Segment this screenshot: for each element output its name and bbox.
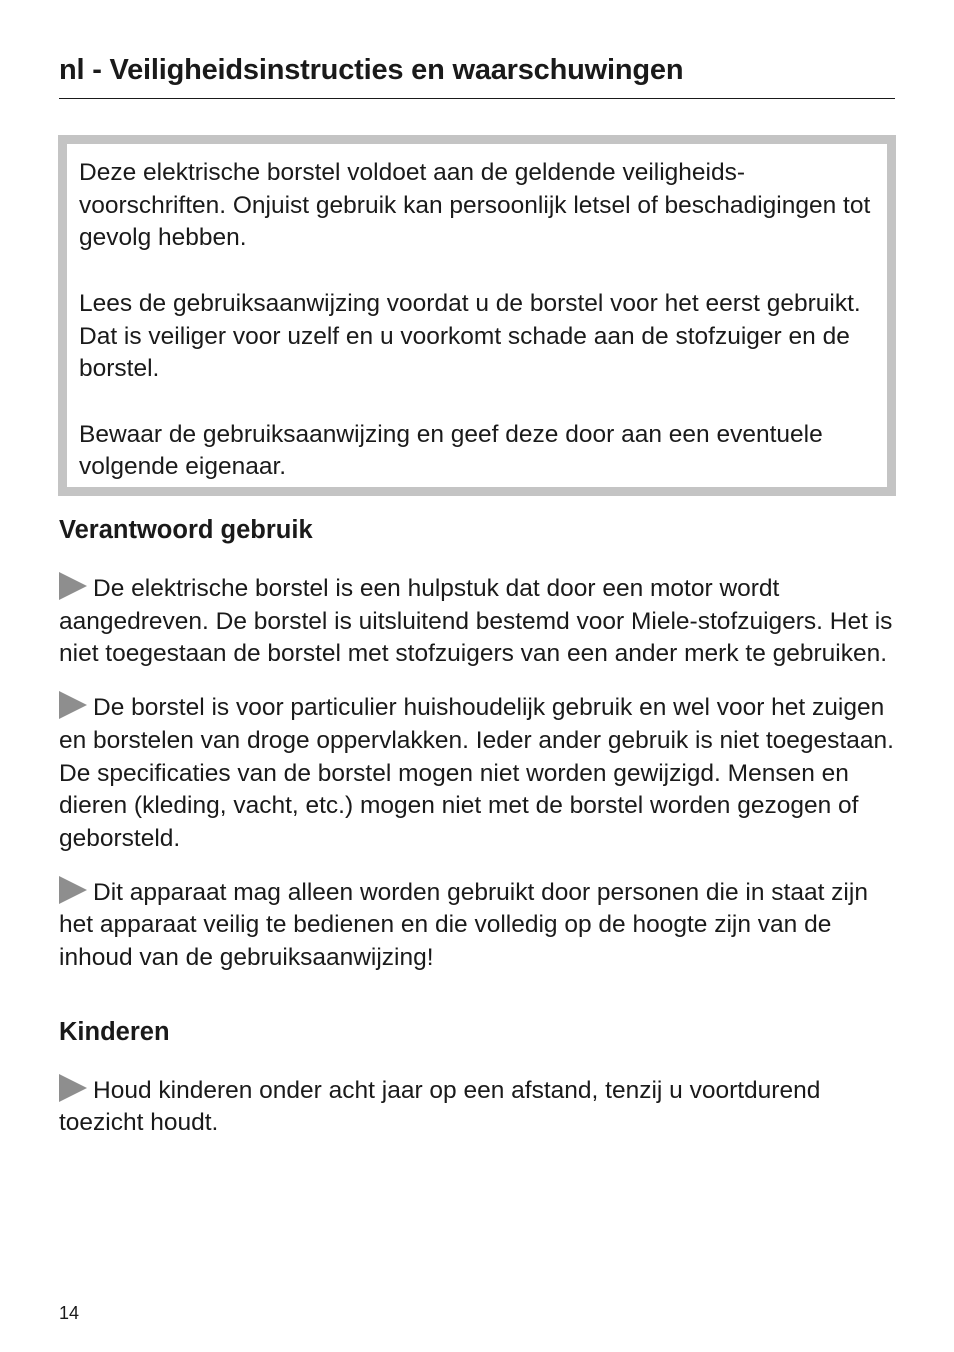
page-number: 14 xyxy=(59,1303,80,1323)
notice-paragraph: Deze elektrische borstel voldoet aan de geldende veiligheidsvoorschriften. Onjuist gebruik kan persoonlijk letsel of beschadigingen tot gevolg hebben. xyxy=(79,159,871,252)
notice-paragraph: Lees de gebruiksaanwijzing voordat u de borstel voor het eerst gebruikt. Dat is veiliger voor uzelf en u voorkomt schade aan de stofzuiger en de borstel. xyxy=(79,289,861,383)
bullet-arrow-icon xyxy=(59,876,87,904)
safety-notice-box xyxy=(58,135,896,496)
page-header xyxy=(59,52,895,99)
section-heading-kinderen: Kinderen xyxy=(59,1017,170,1046)
bullet-text: Houd kinderen onder acht jaar op een afstand, tenzij u voortdurend toezicht houdt. xyxy=(59,1076,821,1137)
bullet-arrow-icon xyxy=(59,691,87,719)
section-heading-verantwoord-gebruik: Verantwoord gebruik xyxy=(59,516,313,544)
page-title: nl - Veiligheidsinstructies en waarschuwingen xyxy=(59,54,684,86)
bullet-item xyxy=(59,1074,899,1140)
bullet-text: De borstel is voor particulier huishoudelijk gebruik en wel voor het zuigen en borstelen van droge oppervlakken. Ieder ander gebruik is niet toegestaan. xyxy=(59,694,894,754)
bullet-item xyxy=(59,876,899,975)
bullet-arrow-icon xyxy=(59,1074,87,1102)
bullet-text: De elektrische borstel is een hulpstuk dat door een motor wordt aangedreven. De borstel is uitsluitend bestemd voor Miele-stofzuigers. Het is niet toegestaan de borstel met stofzuigers van een ander merk te gebruiken. xyxy=(59,575,893,668)
notice-paragraph: Bewaar de gebruiksaanwijzing en geef deze door aan een eventuele volgende eigenaar. xyxy=(79,420,823,481)
bullet-item xyxy=(59,691,899,856)
bullet-item xyxy=(59,572,899,671)
bullet-text: Dit apparaat mag alleen worden gebruikt door personen die in staat zijn het apparaat veilig te bedienen en die volledig op de hoogte zijn van de inhoud van de gebruiksaanwijzing! xyxy=(59,878,868,972)
bullet-continuation-text: De specificaties van de borstel mogen niet worden gewijzigd. Mensen en dieren (kleding, vacht, etc.) mogen niet met de borstel worden gezogen of geborsteld. xyxy=(59,759,859,852)
bullet-arrow-icon xyxy=(59,572,87,600)
main-content xyxy=(59,510,899,1160)
